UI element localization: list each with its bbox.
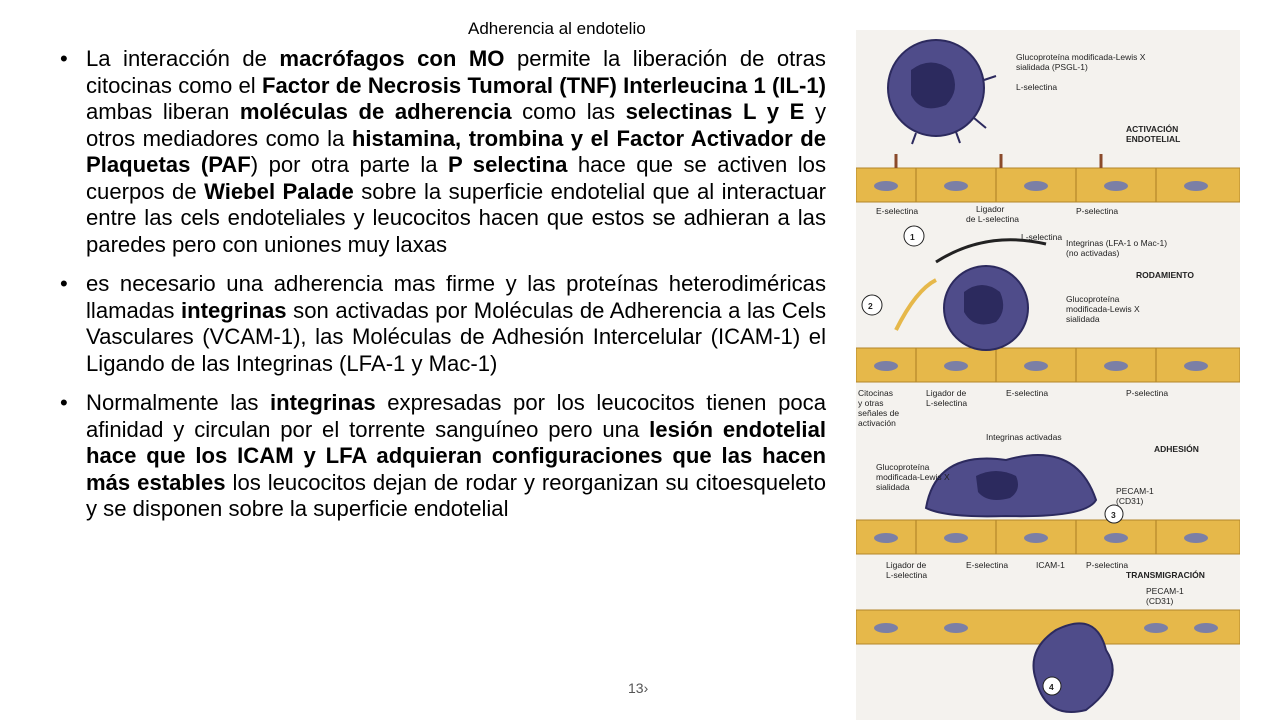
p3-pecam-1: PECAM-1 [1116,486,1154,496]
psgl-label-2: sialidada (PSGL-1) [1016,62,1088,72]
text-run: permite la liberación de otras citocinas como el [86,46,826,98]
p3-gluco-1: Glucoproteína [876,462,930,472]
bullet-text [86,390,826,521]
endothelium-layer [856,348,1240,382]
step-2: 2 [868,301,873,311]
text-run: es necesario una adherencia mas firme y las proteínas heterodiméricas llamadas [86,271,826,323]
p2-lig: Ligador de [926,388,967,398]
endothelium-layer [856,520,1240,554]
lig-label-2: de L-selectina [966,214,1019,224]
bullet-list [60,46,826,536]
leukocyte-adhesion-figure [856,30,1240,720]
step-3: 3 [1111,510,1116,520]
text-run: integrinas [181,297,287,323]
p4-pecam-1: PECAM-1 [1146,586,1184,596]
cito-4: activación [858,418,896,428]
cito-1: Citocinas [858,388,893,398]
bullet-item [60,390,826,523]
p3-gluco-3: sialidada [876,482,910,492]
text-run: Factor de Necrosis Tumoral (TNF) Interleucina 1 (IL-1) [262,72,826,98]
p2-gluco-3: sialidada [1066,314,1100,324]
text-run: macrófagos con MO [279,46,505,71]
text-run: como las [511,99,626,124]
p3-integ: Integrinas activadas [986,432,1062,442]
p3-gluco-2: modificada-Lewis X [876,472,950,482]
lsel-label: L-selectina [1016,82,1058,92]
p3-icam: ICAM-1 [1036,560,1065,570]
text-run: sobre la superficie endotelial que al interactuar entre las cels endoteliales y leucocitos hacen que estos se adhieran a las paredes pero con uniones muy laxas [86,178,826,257]
p3-esel: E-selectina [966,560,1009,570]
header-adhesion: ADHESIÓN [1154,444,1199,454]
text-run: y otros mediadores como la [86,99,827,151]
text-run: hace que se activen los cuerpos de [86,152,827,204]
bullet-text [86,271,826,376]
header-endotelial: ENDOTELIAL [1126,134,1181,144]
p2-integ-label: Integrinas (LFA-1 o Mac-1) [1066,238,1168,248]
text-run: selectinas L y E [625,99,805,124]
bullet-marker: • [60,390,68,415]
psgl-label: Glucoproteína modificada-Lewis X [1016,52,1146,62]
p3-pecam-2: (CD31) [1116,496,1144,506]
p3-lig-2: L-selectina [886,570,928,580]
p3-lig: Ligador de [886,560,927,570]
text-run: integrinas [270,390,376,415]
text-run: La interacción de [86,46,280,71]
p4-pecam-2: (CD31) [1146,596,1174,606]
p2-lsel-label: L-selectina [1021,232,1063,242]
page-number: 13› [628,680,649,696]
bullet-text [86,46,826,257]
psel-label: P-selectina [1076,206,1119,216]
p2-gluco-1: Glucoproteína [1066,294,1120,304]
cito-3: señales de [858,408,900,418]
p2-psel: P-selectina [1126,388,1169,398]
header-rodamiento: RODAMIENTO [1136,270,1194,280]
p2-integ-label-2: (no activadas) [1066,248,1120,258]
esel-label: E-selectina [876,206,919,216]
slide-title: Adherencia al endotelio [468,19,646,38]
text-run: P selectina [447,152,568,177]
text-run: los leucocitos dejan de rodar y reorganizan su citoesqueleto y se disponen sobre la superficie endotelial [86,469,826,521]
p2-lig-2: L-selectina [926,398,968,408]
text-run: ) por otra parte la [250,152,448,177]
endothelium-layer [856,168,1240,202]
p2-esel: E-selectina [1006,388,1049,398]
text-run: histamina, trombina y el Factor Activador de Plaquetas (PAF [86,125,827,177]
text-run: Wiebel Palade [204,178,354,204]
step-1: 1 [910,232,915,242]
bullet-item [60,271,826,377]
cito-2: y otras [858,398,884,408]
lig-label: Ligador [976,204,1005,214]
text-run: lesión endotelial hace que los ICAM y LFA adquieran configuraciones que las hacen más estables [86,416,826,495]
header-activacion: ACTIVACIÓN [1126,124,1179,134]
header-transmigracion: TRANSMIGRACIÓN [1126,570,1205,580]
bullet-marker: • [60,271,68,296]
p2-gluco-2: modificada-Lewis X [1066,304,1140,314]
text-run: son activadas por Moléculas de Adherencia a las Cels Vasculares (VCAM-1), las Moléculas de Adhesión Intercelular (ICAM-1) el Ligando de las Integrinas (LFA-1 y Mac-1) [86,297,826,376]
step-4: 4 [1049,682,1054,692]
text-run: Normalmente las [86,390,271,415]
text-run: ambas liberan [86,99,240,124]
text-run: moléculas de adherencia [239,99,512,124]
bullet-marker: • [60,46,68,71]
p3-psel: P-selectina [1086,560,1129,570]
text-run: expresadas por los leucocitos tienen poca afinidad y circulan por el torrente sanguíneo pero una [86,390,826,442]
bullet-item [60,46,826,258]
